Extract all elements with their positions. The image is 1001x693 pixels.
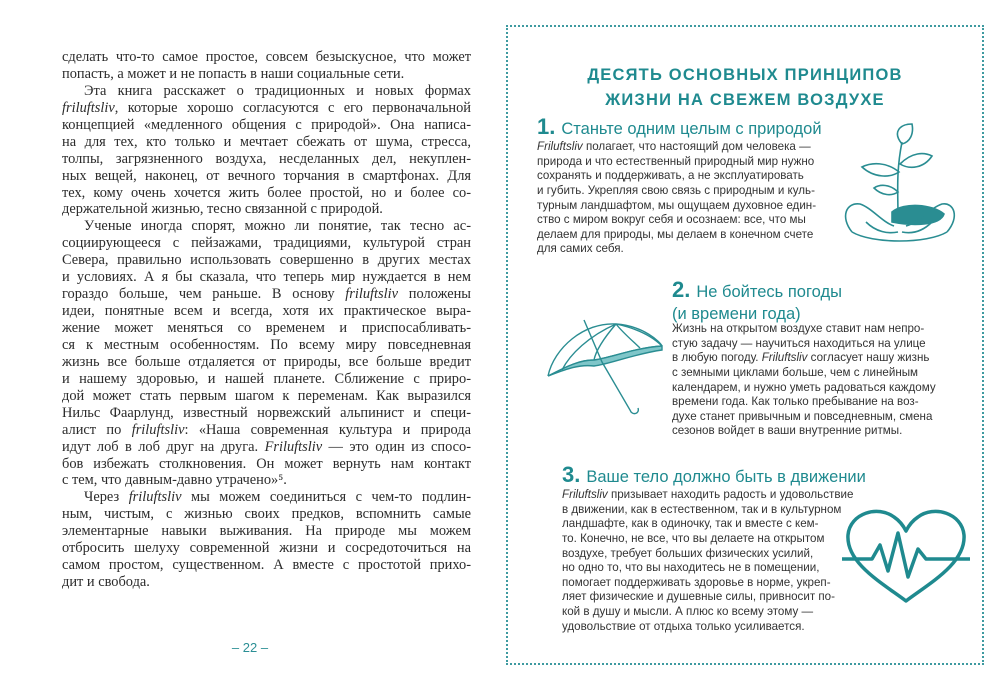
italic-term: Friluftsliv bbox=[264, 438, 323, 455]
text-segment: природа и что естественный природный мир нужно bbox=[537, 154, 815, 168]
section-heading: (и времени года) bbox=[672, 305, 801, 323]
text-segment: сохранять и поддерживать, а не эксплуатировать bbox=[537, 169, 804, 183]
text-line bbox=[62, 269, 471, 286]
text-segment: самом простом, существенном. А вместе с простотой прихо- bbox=[62, 557, 471, 574]
text-line bbox=[62, 168, 471, 185]
text-segment: и губить. Укрепляя свою связь с природным и куль- bbox=[537, 183, 815, 197]
text-line bbox=[62, 320, 471, 337]
text-segment: для самих себя. bbox=[537, 242, 624, 256]
text-line bbox=[537, 169, 816, 184]
text-line bbox=[672, 381, 936, 396]
text-segment: жение может меняться со временем и приспосабливать- bbox=[62, 320, 471, 336]
text-line bbox=[62, 354, 471, 371]
text-segment: ным, чистым, с жизнью своих предков, вспомнить самые bbox=[62, 506, 471, 523]
text-line bbox=[62, 49, 471, 66]
text-segment: Севера, правильно использовать совершенно в других местах bbox=[62, 252, 471, 269]
text-segment: призывает находить радость и удовольствие bbox=[607, 488, 854, 501]
text-line bbox=[562, 532, 853, 547]
text-segment: в любую погоду. bbox=[672, 351, 762, 365]
page-number: – 22 – bbox=[231, 640, 269, 655]
text-segment: алист по bbox=[62, 421, 132, 438]
text-segment: с тем, что давным-давно утрачено»⁵. bbox=[62, 472, 287, 489]
section-heading: Станьте одним целым с природой bbox=[561, 120, 822, 138]
heart-pulse-icon bbox=[842, 505, 970, 605]
section-heading: Ваше тело должно быть в движении bbox=[586, 468, 866, 486]
text-line bbox=[62, 83, 471, 100]
box-title-line: ЖИЗНИ НА СВЕЖЕМ ВОЗДУХЕ bbox=[605, 91, 885, 109]
text-segment: в движении, как в естественном, так и в культурном bbox=[562, 502, 842, 516]
text-line bbox=[62, 201, 471, 218]
text-segment: Жизнь на открытом воздухе ставит нам непро- bbox=[672, 322, 925, 335]
text-segment: гораздо больше, чем раньше. В основу bbox=[62, 286, 346, 303]
text-line bbox=[62, 185, 471, 202]
section-1-body bbox=[537, 140, 816, 257]
text-line bbox=[537, 199, 816, 214]
text-line bbox=[62, 235, 471, 252]
section-3-title bbox=[562, 464, 866, 488]
text-line bbox=[672, 351, 936, 366]
text-line bbox=[62, 456, 471, 473]
text-line bbox=[62, 252, 471, 269]
italic-term: friluftsliv bbox=[131, 421, 185, 438]
text-segment: социирующееся с пейзажами, традициями, культурой стран bbox=[62, 235, 471, 252]
text-segment: времени года. Как только пребывание на воз- bbox=[672, 395, 919, 409]
text-line bbox=[672, 410, 936, 425]
section-number: 3. bbox=[562, 462, 581, 487]
italic-term: Friluftsliv bbox=[761, 351, 808, 365]
text-line bbox=[672, 366, 936, 381]
text-segment: согласует нашу жизнь bbox=[807, 351, 930, 365]
text-segment: отбросить шелуху современной жизни и сосредоточиться на bbox=[62, 540, 471, 557]
text-line bbox=[562, 590, 853, 605]
text-segment: и условиях. А я бы сказала, что теперь мир нуждается в нем bbox=[62, 269, 471, 286]
text-segment: , которые хорошо согласуются с его первоначальной bbox=[114, 99, 471, 116]
text-line bbox=[62, 66, 471, 83]
text-segment: помогает поддерживать здоровье в норме, укреп- bbox=[562, 575, 831, 589]
plant-in-hands-icon bbox=[832, 122, 967, 247]
text-segment: полагает, что настоящий дом человека — bbox=[582, 140, 811, 153]
text-line bbox=[62, 506, 471, 523]
text-segment: Ученые иногда спорят, можно ли понятие, так тесно ас- bbox=[84, 218, 471, 235]
text-line bbox=[62, 472, 471, 489]
text-line bbox=[62, 523, 471, 540]
text-segment: держательной жизнью, тесно связанной с природой. bbox=[62, 201, 383, 218]
text-segment: попасть, а может и не попасть в наши социальные сети. bbox=[62, 65, 405, 82]
text-segment: стую задачу — научиться находиться на улице bbox=[672, 336, 926, 350]
text-segment: ство с миром вокруг себя и осознаем: все, что мы bbox=[537, 213, 806, 227]
text-line bbox=[62, 117, 471, 134]
text-segment: жизнь все больше отдаляется от природы, все больше вредит bbox=[62, 353, 471, 370]
text-line bbox=[672, 424, 936, 439]
italic-term: friluftsliv bbox=[345, 286, 399, 303]
text-line bbox=[672, 337, 936, 352]
text-segment: но одно то, что вы находитесь не в помещении, bbox=[562, 561, 820, 575]
text-line bbox=[562, 547, 853, 562]
text-line bbox=[62, 371, 471, 388]
text-segment: дит и свобода. bbox=[62, 574, 150, 591]
text-segment: делаем для природы, мы делаем в конечном счете bbox=[537, 227, 814, 241]
box-title-line: ДЕСЯТЬ ОСНОВНЫХ ПРИНЦИПОВ bbox=[587, 66, 903, 84]
text-segment: : «Наша современная культура и природа bbox=[184, 421, 472, 438]
text-segment: ся к местным особенностям. По всему миру повседневная bbox=[62, 336, 471, 353]
text-segment: элементарные навыки выживания. На природе мы можем bbox=[62, 523, 471, 540]
text-segment: сделать что-то самое простое, совсем безыскусное, что может bbox=[62, 49, 471, 65]
text-line bbox=[562, 488, 853, 503]
text-line bbox=[62, 388, 471, 405]
left-page-text bbox=[62, 49, 471, 591]
text-segment: с земными циклами больше, чем с линейным bbox=[672, 365, 919, 379]
text-line bbox=[562, 620, 853, 635]
text-line bbox=[62, 439, 471, 456]
italic-term: friluftsliv bbox=[62, 99, 115, 116]
text-line bbox=[62, 218, 471, 235]
text-line bbox=[62, 151, 471, 168]
text-line bbox=[62, 557, 471, 574]
text-line bbox=[562, 605, 853, 620]
section-number: 1. bbox=[537, 114, 556, 139]
text-line bbox=[62, 134, 471, 151]
text-segment: тех, кому очень хочется жить более простой, но и более со- bbox=[62, 184, 471, 201]
text-line bbox=[62, 100, 471, 117]
umbrella-icon bbox=[544, 318, 664, 418]
text-segment: положены bbox=[398, 286, 471, 303]
section-3-body bbox=[562, 488, 853, 634]
text-line bbox=[537, 155, 816, 170]
text-line bbox=[62, 574, 471, 591]
text-line bbox=[537, 184, 816, 199]
italic-term: Friluftsliv bbox=[537, 140, 583, 153]
text-segment: Нильс Фаарлунд, известный норвежский альпинист и специ- bbox=[62, 404, 471, 421]
text-line bbox=[62, 303, 471, 320]
box-title bbox=[560, 63, 930, 113]
text-segment: Через bbox=[84, 489, 129, 506]
text-line bbox=[562, 561, 853, 576]
text-line bbox=[62, 286, 471, 303]
text-segment: ландшафте, как в одиночку, так и вместе с кем- bbox=[562, 517, 819, 531]
italic-term: friluftsliv bbox=[128, 489, 182, 506]
text-line bbox=[562, 503, 853, 518]
text-line bbox=[62, 405, 471, 422]
text-line bbox=[537, 213, 816, 228]
text-segment: — это один из спосо- bbox=[322, 438, 471, 455]
text-segment: кой в душу и мысли. А плюс ко всему этому — bbox=[562, 605, 814, 619]
text-segment: концепцией «медленного общения с природой». Она написа- bbox=[62, 116, 471, 133]
text-line bbox=[562, 517, 853, 532]
section-2-body bbox=[672, 322, 936, 439]
text-segment: ляет физические и душевные силы, привносит по- bbox=[562, 590, 835, 604]
text-segment: то. Конечно, не все, что вы делаете на открытом bbox=[562, 531, 825, 545]
text-segment: и нашему здоровью, и нашей планете. Сближение с приро- bbox=[62, 370, 471, 387]
text-line bbox=[672, 395, 936, 410]
text-segment: воздухе, требует больших физических усилий, bbox=[562, 546, 814, 560]
text-line bbox=[62, 337, 471, 354]
italic-term: Friluftsliv bbox=[562, 488, 608, 501]
text-segment: идут лоб в лоб друг на друга. bbox=[62, 438, 265, 455]
text-line bbox=[537, 140, 816, 155]
text-line bbox=[537, 228, 816, 243]
text-segment: Эта книга расскажет о традиционных и новых формах bbox=[84, 82, 471, 99]
text-segment: духе станет привычным и повседневным, смена bbox=[672, 409, 933, 423]
text-segment: турным ландшафтом, мы ощущаем духовное един- bbox=[537, 198, 817, 212]
text-segment: на для тех, кто только и мечтает сбежать от шума, стресса, bbox=[62, 133, 471, 150]
text-line bbox=[62, 422, 471, 439]
section-heading: Не бойтесь погоды bbox=[696, 283, 842, 301]
text-segment: толпы, загрязненного воздуха, несделанных дел, некуплен- bbox=[62, 150, 471, 167]
text-line bbox=[672, 322, 936, 337]
text-line bbox=[562, 576, 853, 591]
text-segment: сезонов войдет в ваши внутренние ритмы. bbox=[672, 424, 903, 438]
text-segment: календарем, и нужно уметь радоваться каждому bbox=[672, 380, 936, 394]
section-2-title bbox=[672, 279, 842, 325]
text-segment: ных вещей, наконец, от вечного торчания в смартфонах. Для bbox=[62, 167, 471, 184]
text-segment: бов избежать столкновения. Он может вернуть нам контакт bbox=[62, 455, 471, 472]
section-number: 2. bbox=[672, 277, 691, 302]
text-segment: мы можем соединиться с чем-то подлин- bbox=[181, 489, 472, 506]
text-line bbox=[537, 242, 816, 257]
text-segment: идеи, понятные всем и всегда, хотя их практическое выра- bbox=[62, 303, 471, 320]
text-segment: удовольствие от отдыха только усиливается. bbox=[562, 619, 805, 633]
text-segment: дой может стать первым шагом к переменам. Как выразился bbox=[62, 387, 471, 404]
text-line bbox=[62, 489, 471, 506]
text-line bbox=[62, 540, 471, 557]
section-1-title bbox=[537, 116, 822, 140]
